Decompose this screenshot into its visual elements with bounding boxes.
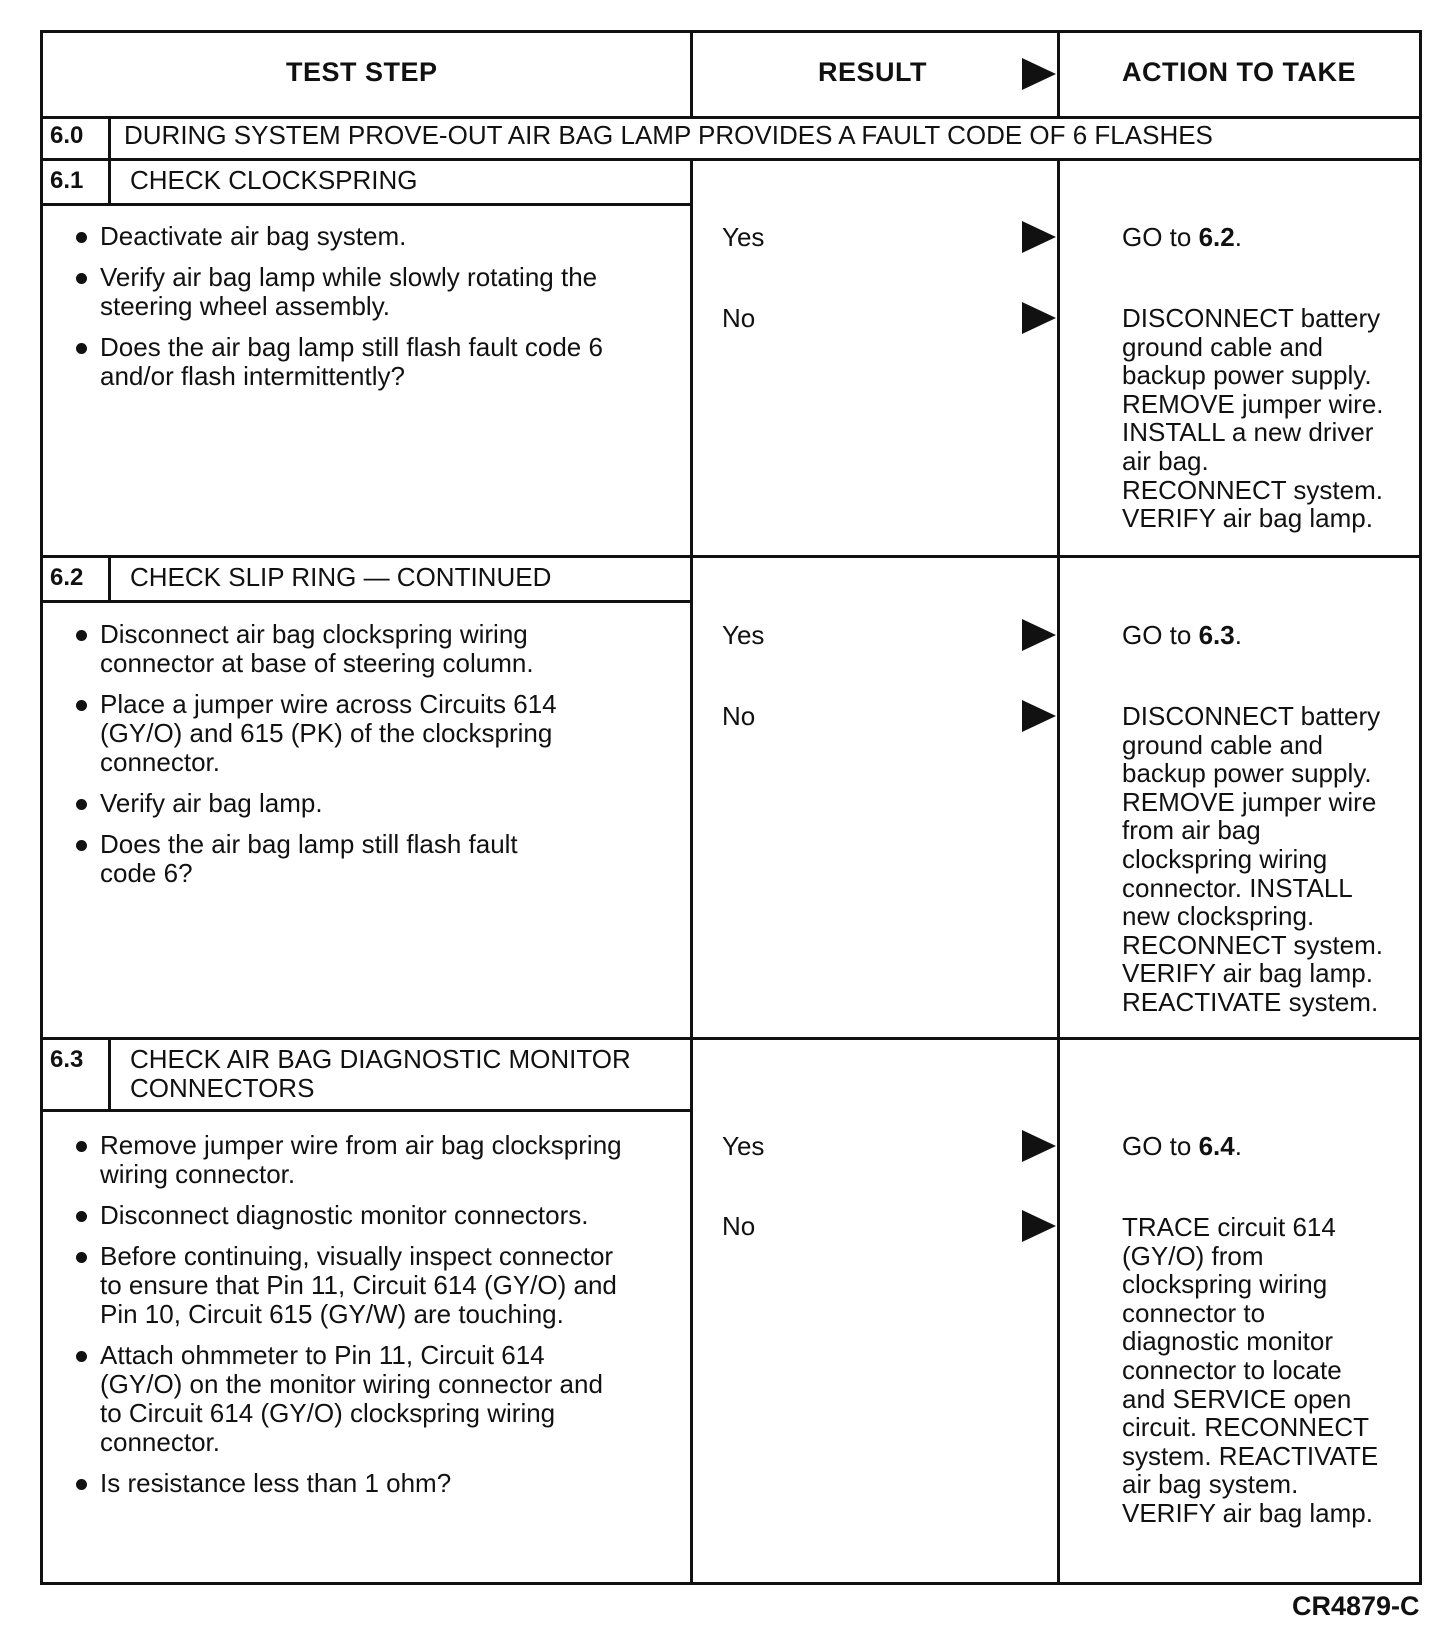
test-step-text: steering wheel assembly. xyxy=(100,291,390,321)
no-action-line: air bag system. xyxy=(1122,1469,1299,1500)
no-action-line: DISCONNECT battery xyxy=(1122,303,1381,333)
test-step-text: Before continuing, visually inspect connector xyxy=(100,1241,614,1271)
test-step-text: Disconnect air bag clockspring wiring xyxy=(100,619,528,649)
test-step-text: (GY/O) and 615 (PK) of the clockspring xyxy=(100,718,553,748)
test-step-text: Verify air bag lamp while slowly rotating the xyxy=(100,262,598,292)
result-arrow-icon xyxy=(1022,302,1056,334)
bullet-dot xyxy=(76,343,87,354)
no-action-line: connector to locate xyxy=(1122,1355,1342,1385)
yes-action-prefix: GO to xyxy=(1122,1131,1199,1161)
header-divider-2 xyxy=(1057,30,1060,116)
no-action-line: REACTIVATE system. xyxy=(1122,987,1379,1017)
result-column-divider xyxy=(690,555,693,1037)
result-arrow-icon xyxy=(1022,221,1056,253)
yes-action-target: 6.3 xyxy=(1198,620,1235,650)
test-step-text: to ensure that Pin 11, Circuit 614 (GY/O) and xyxy=(100,1270,617,1300)
no-action-line: clockspring wiring xyxy=(1122,1269,1328,1300)
result-arrow-icon xyxy=(1022,1210,1056,1242)
banner-number: 6.0 xyxy=(50,122,84,149)
result-arrow-icon xyxy=(1022,700,1056,732)
test-step-text: (GY/O) on the monitor wiring connector and xyxy=(100,1369,603,1399)
table-top-border xyxy=(40,30,1420,33)
no-action-line: connector to xyxy=(1122,1297,1266,1328)
step-number: 6.3 xyxy=(50,1046,84,1073)
bullet-dot xyxy=(76,799,87,810)
result-no: No xyxy=(722,701,756,731)
yes-action xyxy=(1122,1132,1242,1161)
no-action-line: REMOVE jumper wire. xyxy=(1122,388,1384,419)
no-action-line: VERIFY air bag lamp. xyxy=(1122,503,1373,534)
result-yes: Yes xyxy=(722,222,765,252)
no-action-line: connector. INSTALL xyxy=(1122,872,1353,903)
no-action-line: from air bag xyxy=(1122,815,1261,846)
bullet-dot xyxy=(76,630,87,641)
result-column-divider xyxy=(690,1037,693,1582)
no-action-line: new clockspring. xyxy=(1122,901,1315,932)
no-action-line: system. REACTIVATE xyxy=(1122,1440,1379,1471)
step-number-divider xyxy=(108,158,111,203)
no-action-line: TRACE circuit 614 xyxy=(1122,1212,1336,1242)
bullet-dot xyxy=(76,1252,87,1263)
action-column-divider xyxy=(1057,555,1060,1037)
step-1-top-border xyxy=(40,555,1420,558)
bullet-dot xyxy=(76,840,87,851)
test-step-text: Pin 10, Circuit 615 (GY/W) are touching. xyxy=(100,1299,564,1329)
header-action: ACTION TO TAKE xyxy=(1122,57,1356,87)
no-action-line: diagnostic monitor xyxy=(1122,1326,1333,1357)
test-step-text: code 6? xyxy=(100,858,193,888)
step-title: CHECK CLOCKSPRING xyxy=(130,165,418,195)
step-number: 6.2 xyxy=(50,564,84,591)
test-step-text: and/or flash intermittently? xyxy=(100,361,405,391)
result-arrow-icon xyxy=(1022,58,1056,90)
no-action-line: VERIFY air bag lamp. xyxy=(1122,958,1373,989)
step-title: CONNECTORS xyxy=(130,1073,315,1103)
test-step-text: Place a jumper wire across Circuits 614 xyxy=(100,689,557,719)
bullet-dot xyxy=(76,1351,87,1362)
yes-action-target: 6.2 xyxy=(1198,222,1235,252)
test-step-text: connector. xyxy=(100,747,220,777)
table-bottom-border xyxy=(40,1582,1422,1585)
banner-bottom-border xyxy=(40,158,1420,161)
no-action-line: ground cable and xyxy=(1122,331,1323,362)
no-action-line: INSTALL a new driver xyxy=(1122,417,1374,448)
step-title-bottom-border xyxy=(40,1109,690,1112)
action-column-divider xyxy=(1057,158,1060,555)
bullet-dot xyxy=(76,1141,87,1152)
result-no: No xyxy=(722,303,756,333)
test-step-text: Is resistance less than 1 ohm? xyxy=(100,1468,452,1498)
result-yes: Yes xyxy=(722,1131,765,1161)
yes-action-prefix: GO to xyxy=(1122,620,1199,650)
table-right-border xyxy=(1419,30,1422,1585)
no-action-line: backup power supply. xyxy=(1122,360,1372,391)
test-step-text: Verify air bag lamp. xyxy=(100,788,323,818)
bullet-dot xyxy=(76,232,87,243)
table-left-border xyxy=(40,30,43,1585)
test-step-text: Disconnect diagnostic monitor connectors. xyxy=(100,1200,589,1230)
yes-action xyxy=(1122,223,1242,252)
action-column-divider xyxy=(1057,1037,1060,1582)
no-action-line: REMOVE jumper wire xyxy=(1122,786,1377,817)
no-action-line: air bag. xyxy=(1122,446,1209,476)
test-step-text: connector at base of steering column. xyxy=(100,648,534,678)
step-title-bottom-border xyxy=(40,203,690,206)
no-action-line: DISCONNECT battery xyxy=(1122,701,1381,731)
yes-action-prefix: GO to xyxy=(1122,222,1199,252)
result-column-divider xyxy=(690,158,693,555)
test-step-text: Remove jumper wire from air bag clockspring xyxy=(100,1130,622,1160)
yes-action xyxy=(1122,621,1242,650)
yes-action-target: 6.4 xyxy=(1198,1131,1235,1161)
step-title: CHECK SLIP RING — CONTINUED xyxy=(130,562,552,592)
no-action-line: RECONNECT system. xyxy=(1122,929,1383,960)
yes-action-suffix: . xyxy=(1234,222,1242,252)
result-arrow-icon xyxy=(1022,1130,1056,1162)
test-step-text: to Circuit 614 (GY/O) clockspring wiring xyxy=(100,1398,556,1428)
no-action-line: circuit. RECONNECT xyxy=(1122,1412,1370,1443)
no-action-line: backup power supply. xyxy=(1122,758,1372,789)
bullet-dot xyxy=(76,273,87,284)
no-action-line: VERIFY air bag lamp. xyxy=(1122,1498,1373,1528)
figure-id: CR4879-C xyxy=(1292,1591,1420,1621)
banner-title: DURING SYSTEM PROVE-OUT AIR BAG LAMP PROVIDES A FAULT CODE OF 6 FLASHES xyxy=(124,120,1213,150)
test-step-text: connector. xyxy=(100,1427,220,1457)
result-arrow-icon xyxy=(1022,619,1056,651)
step-number: 6.1 xyxy=(50,167,84,194)
result-yes: Yes xyxy=(722,620,765,650)
step-title: CHECK AIR BAG DIAGNOSTIC MONITOR xyxy=(130,1044,631,1074)
yes-action-suffix: . xyxy=(1234,620,1242,650)
no-action-line: ground cable and xyxy=(1122,729,1323,760)
no-action-line: RECONNECT system. xyxy=(1122,474,1383,505)
step-number-divider xyxy=(108,1037,111,1109)
step-number-divider xyxy=(108,555,111,600)
header-bottom-border xyxy=(40,116,1420,119)
no-action-line: and SERVICE open xyxy=(1122,1383,1352,1414)
test-step-text: Deactivate air bag system. xyxy=(100,221,407,251)
banner-number-divider xyxy=(108,116,111,158)
bullet-dot xyxy=(76,700,87,711)
bullet-dot xyxy=(76,1211,87,1222)
test-step-text: Attach ohmmeter to Pin 11, Circuit 614 xyxy=(100,1340,545,1370)
result-no: No xyxy=(722,1211,756,1241)
test-step-text: wiring connector. xyxy=(100,1159,296,1189)
header-result: RESULT xyxy=(818,57,927,87)
bullet-dot xyxy=(76,1479,87,1490)
no-action-line: clockspring wiring xyxy=(1122,844,1328,874)
yes-action-suffix: . xyxy=(1234,1131,1242,1161)
header-test-step: TEST STEP xyxy=(286,57,438,87)
no-action-line: (GY/O) from xyxy=(1122,1240,1264,1271)
step-title-bottom-border xyxy=(40,600,690,603)
test-step-text: Does the air bag lamp still flash fault code 6 xyxy=(100,332,603,362)
step-2-top-border xyxy=(40,1037,1420,1040)
test-step-text: Does the air bag lamp still flash fault xyxy=(100,829,518,859)
header-divider-1 xyxy=(690,30,693,116)
